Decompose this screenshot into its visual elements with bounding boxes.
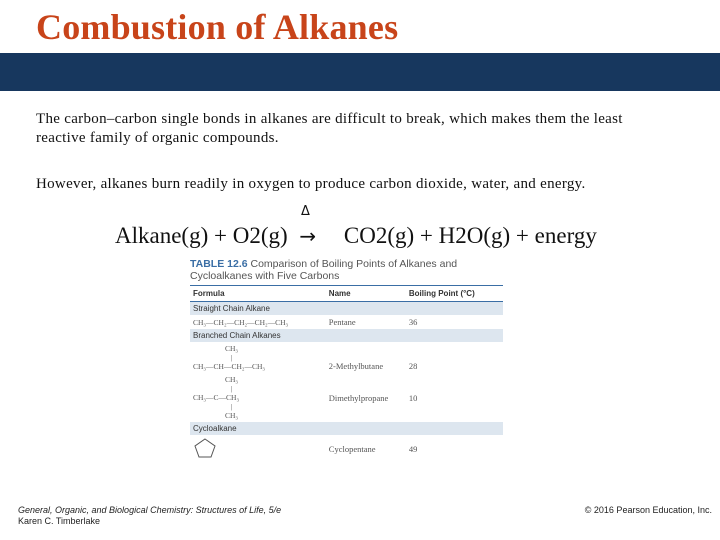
bond-line: | (231, 353, 233, 362)
formula-branch-top: CH₃ (225, 344, 239, 353)
formula-cell (190, 435, 326, 463)
title-band (0, 53, 720, 91)
table-label: TABLE 12.6 (190, 258, 248, 270)
name-cell: Cyclopentane (328, 444, 376, 454)
pentagon-icon (193, 437, 217, 459)
book-author: Karen C. Timberlake (18, 516, 101, 526)
formula-main: CH₃—C—CH₃ (193, 393, 240, 402)
name-cell: Dimethylpropane (328, 392, 389, 403)
formula-branch-bottom: CH₃ (225, 411, 239, 420)
formula-cell: CH₃—CH₂—CH₂—CH₂—CH₃ (193, 317, 289, 327)
bp-cell: 49 (408, 444, 418, 454)
bp-cell: 28 (408, 361, 418, 371)
table-row (190, 435, 503, 463)
table-caption (190, 258, 503, 282)
header-boiling-point: Boiling Point (°C) (406, 286, 503, 302)
combustion-equation (115, 223, 597, 249)
section-label: Branched Chain Alkanes (190, 329, 503, 342)
comparison-table (190, 285, 503, 463)
table-header-row (190, 286, 503, 302)
book-edition: , 5/e (263, 505, 282, 515)
reaction-arrow-icon: → (299, 224, 317, 248)
header-name: Name (326, 286, 406, 302)
table-caption-text: Comparison of Boiling Points of Alkanes and Cycloalkanes with Five Carbons (190, 258, 458, 282)
formula-main: CH₃—CH—CH₂—CH₃ (193, 362, 266, 371)
delta-symbol: Δ (301, 204, 310, 219)
section-row-cyclo (190, 422, 503, 435)
intro-paragraph: The carbon–carbon single bonds in alkanes are difficult to break, which makes them the least reactive family of organic compounds. (36, 111, 623, 146)
slide-title: Combustion of Alkanes (36, 7, 399, 47)
table-row (190, 315, 503, 329)
equation-reactants: Alkane(g) + O2(g) (115, 223, 288, 248)
formula-branch-top: CH₃ (225, 375, 239, 384)
name-cell: Pentane (328, 317, 356, 327)
bond-line: | (231, 402, 233, 411)
name-cell: 2-Methylbutane (328, 361, 384, 371)
section-row-branched (190, 329, 503, 342)
bp-cell: 36 (408, 317, 418, 327)
header-formula: Formula (190, 286, 326, 302)
table-row (190, 342, 503, 373)
table-row (190, 373, 503, 422)
section-row-straight (190, 302, 503, 316)
book-title: General, Organic, and Biological Chemistry: Structures of Life (18, 505, 264, 515)
equation-products: CO2(g) + H2O(g) + energy (343, 223, 597, 248)
formula-cell (190, 373, 326, 422)
bond-line: | (231, 384, 233, 393)
formula-cell (190, 342, 326, 373)
section-label: Cycloalkane (190, 422, 503, 435)
boiling-point-table (190, 258, 503, 468)
bp-cell: 10 (408, 392, 418, 403)
section-label: Straight Chain Alkane (190, 302, 503, 316)
footer-citation (18, 505, 281, 527)
combustion-paragraph: However, alkanes burn readily in oxygen to produce carbon dioxide, water, and energy. (36, 176, 586, 192)
footer-copyright: © 2016 Pearson Education, Inc. (584, 505, 712, 515)
